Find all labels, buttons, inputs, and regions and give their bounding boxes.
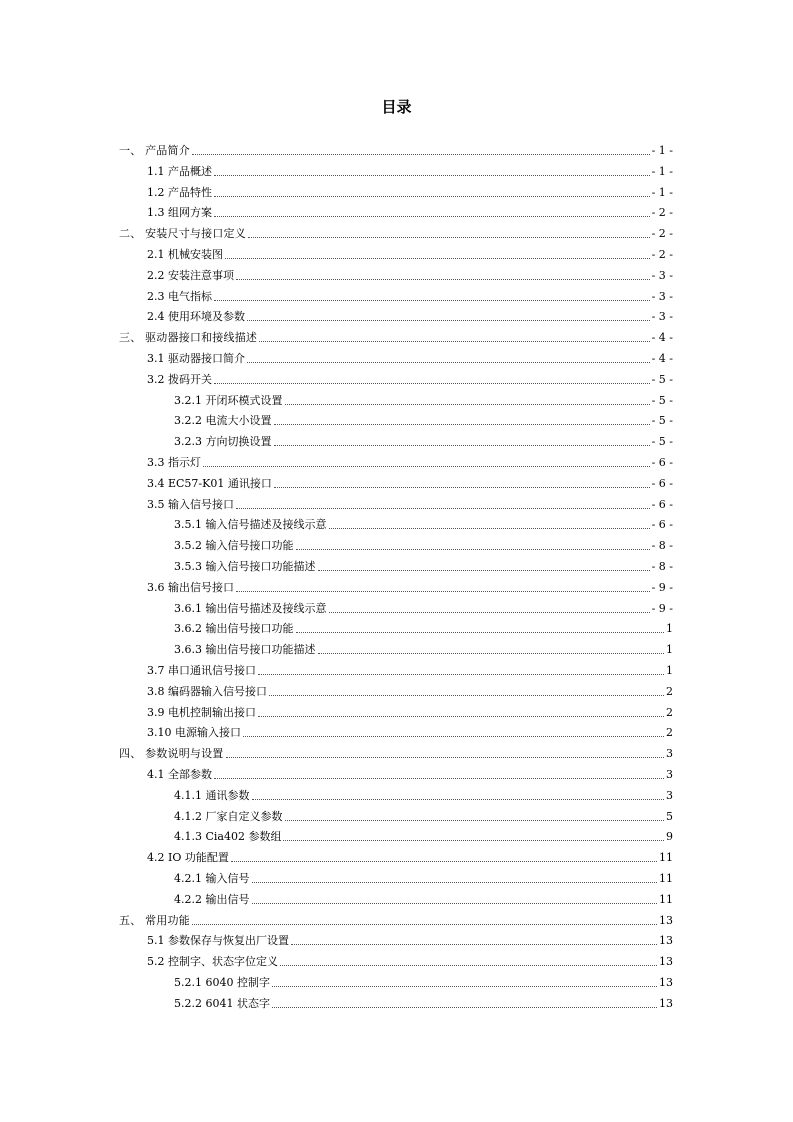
toc-entry-label: 5.1 参数保存与恢复出厂设置: [147, 934, 289, 948]
toc-entry[interactable]: [174, 512, 673, 532]
dot-leader: [274, 444, 650, 446]
dot-leader: [252, 881, 658, 883]
toc-entry-page-number: - 6 -: [651, 476, 673, 490]
toc-entry[interactable]: [174, 783, 673, 803]
dot-leader: [214, 174, 650, 176]
dot-leader: [214, 777, 664, 779]
toc-entry-label: 4.2.1 输入信号: [174, 872, 250, 885]
dot-leader: [318, 652, 665, 654]
dot-leader: [272, 985, 657, 987]
toc-entry[interactable]: [147, 180, 673, 200]
toc-entry-label: 5.2.1 6040 控制字: [174, 976, 270, 989]
toc-entry-label: 3.6.1 输出信号描述及接线示意: [174, 601, 327, 615]
toc-entry-label: 3.3 指示灯: [147, 456, 201, 469]
toc-entry[interactable]: [174, 408, 673, 428]
toc-entry-page-number: - 2 -: [651, 248, 673, 261]
dot-leader: [192, 923, 657, 925]
toc-entry-label: 3.6.2 输出信号接口功能: [174, 622, 294, 636]
toc-entry-label: 4.1.1 通讯参数: [174, 788, 250, 802]
toc-entry-label: 3.1 驱动器接口简介: [147, 352, 245, 365]
toc-entry-page-number: - 9 -: [651, 580, 673, 594]
dot-leader: [285, 403, 650, 405]
dot-leader: [248, 236, 650, 238]
dot-leader: [247, 361, 650, 363]
toc-entry-page-number: 5: [666, 809, 673, 823]
toc-entry[interactable]: [147, 159, 673, 179]
toc-entry[interactable]: [174, 554, 673, 574]
toc-entry-page-number: - 1 -: [651, 185, 673, 199]
toc-entry-label: 5.2.2 6041 状态字: [174, 996, 270, 1010]
toc-entry[interactable]: [119, 741, 673, 761]
toc-entry-page-number: - 6 -: [651, 456, 673, 469]
dot-leader: [252, 902, 658, 904]
toc-entry[interactable]: [174, 824, 673, 844]
toc-title: 目录: [381, 98, 412, 116]
toc-entry[interactable]: [174, 616, 673, 636]
toc-entry-label: 3.5.2 输入信号接口功能: [174, 539, 294, 553]
dot-leader: [258, 673, 664, 675]
toc-entry[interactable]: [147, 242, 673, 262]
toc-entry-label: 2.3 电气指标: [147, 289, 212, 303]
dot-leader: [236, 278, 650, 280]
toc-entry-page-number: - 4 -: [651, 331, 673, 345]
toc-entry[interactable]: [147, 346, 673, 366]
toc-entry-label: 五、 常用功能: [119, 913, 190, 927]
toc-entry-page-number: 3: [666, 768, 673, 781]
toc-entry-page-number: 2: [666, 726, 673, 740]
toc-entry-label: 四、 参数说明与设置: [119, 747, 224, 761]
dot-leader: [231, 860, 657, 862]
toc-entry-page-number: - 1 -: [651, 164, 673, 178]
dot-leader: [296, 631, 665, 633]
toc-entry[interactable]: [174, 887, 673, 907]
toc-entry-label: 3.5 输入信号接口: [147, 497, 234, 511]
dot-leader: [226, 756, 665, 758]
toc-entry[interactable]: [174, 388, 673, 408]
toc-entry[interactable]: [174, 970, 673, 990]
dot-leader: [203, 465, 650, 467]
toc-entry-page-number: - 3 -: [651, 310, 673, 324]
dot-leader: [269, 694, 664, 696]
toc-entry[interactable]: [147, 200, 673, 220]
toc-entry-label: 4.1 全部参数: [147, 768, 212, 781]
dot-leader: [296, 548, 650, 550]
toc-entry[interactable]: [147, 575, 673, 595]
toc-entry-label: 1.2 产品特性: [147, 185, 212, 199]
toc-entry-label: 二、 安装尺寸与接口定义: [119, 227, 246, 241]
toc-entry[interactable]: [174, 429, 673, 449]
dot-leader: [283, 839, 664, 841]
toc-entry-page-number: - 5 -: [651, 414, 673, 428]
toc-entry[interactable]: [147, 492, 673, 512]
toc-entry-page-number: 11: [659, 872, 673, 885]
dot-leader: [214, 195, 650, 197]
dot-leader: [236, 507, 650, 509]
toc-entry-page-number: 1: [666, 664, 673, 677]
toc-entry-label: 2.2 安装注意事项: [147, 268, 234, 282]
dot-leader: [329, 611, 650, 613]
toc-entry-label: 3.5.1 输入信号描述及接线示意: [174, 518, 327, 532]
toc-entry[interactable]: [147, 720, 673, 740]
toc-entry-label: 3.6 输出信号接口: [147, 580, 234, 594]
toc-entry-page-number: 9: [666, 830, 673, 844]
toc-entry-page-number: 2: [666, 705, 673, 719]
toc-entry-label: 3.6.3 输出信号接口功能描述: [174, 643, 316, 657]
dot-leader: [291, 943, 657, 945]
toc-entry-page-number: 1: [666, 643, 673, 657]
toc-entry-page-number: - 5 -: [651, 372, 673, 386]
dot-leader: [252, 798, 665, 800]
toc-entry[interactable]: [119, 138, 673, 158]
toc-entry-page-number: 13: [659, 934, 673, 948]
dot-leader: [280, 964, 657, 966]
dot-leader: [272, 1006, 657, 1008]
toc-entry-page-number: - 9 -: [651, 601, 673, 615]
toc-entry[interactable]: [147, 845, 673, 865]
toc-entry[interactable]: [147, 658, 673, 678]
toc-entry-page-number: - 1 -: [651, 144, 673, 157]
toc-entry-page-number: 3: [666, 788, 673, 802]
toc-entry-label: 3.2 拨码开关: [147, 372, 212, 386]
toc-entry-page-number: - 5 -: [651, 435, 673, 449]
dot-leader: [274, 423, 650, 425]
dot-leader: [274, 486, 650, 488]
dot-leader: [225, 257, 650, 259]
toc-entry-label: 4.1.2 厂家自定义参数: [174, 809, 283, 823]
toc-entry-label: 3.2.3 方向切换设置: [174, 435, 272, 449]
toc-entry-page-number: - 2 -: [651, 206, 673, 220]
toc-entry-page-number: - 6 -: [651, 518, 673, 532]
dot-leader: [192, 153, 650, 155]
toc-entry-page-number: 13: [659, 996, 673, 1010]
toc-entry-label: 1.3 组网方案: [147, 206, 212, 220]
toc-entry-label: 4.2.2 输出信号: [174, 892, 250, 906]
toc-entry-page-number: - 6 -: [651, 497, 673, 511]
toc-entry-label: 3.10 电源输入接口: [147, 726, 241, 740]
toc-entry[interactable]: [147, 928, 673, 948]
toc-entry-page-number: 1: [666, 622, 673, 636]
toc-entry[interactable]: [147, 679, 673, 699]
toc-entry-label: 3.2.1 开闭环模式设置: [174, 393, 283, 407]
toc-entry[interactable]: [119, 221, 673, 241]
dot-leader: [259, 340, 649, 342]
toc-entry[interactable]: [147, 367, 673, 387]
toc-entry-label: 一、 产品简介: [119, 144, 190, 157]
toc-entry-page-number: - 3 -: [651, 289, 673, 303]
toc-entry[interactable]: [147, 284, 673, 304]
toc-entry-page-number: 13: [659, 955, 673, 969]
dot-leader: [285, 819, 665, 821]
toc-entry[interactable]: [174, 596, 673, 616]
toc-entry[interactable]: [174, 804, 673, 824]
toc-entry[interactable]: [147, 762, 673, 782]
dot-leader: [247, 319, 650, 321]
dot-leader: [258, 715, 664, 717]
toc-entry-label: 3.8 编码器输入信号接口: [147, 684, 267, 698]
toc-entry[interactable]: [119, 908, 673, 928]
toc-entry[interactable]: [174, 637, 673, 657]
toc-entry-page-number: 11: [659, 892, 673, 906]
toc-entry-label: 3.2.2 电流大小设置: [174, 414, 272, 428]
dot-leader: [318, 569, 650, 571]
toc-entry-label: 4.2 IO 功能配置: [147, 851, 229, 865]
toc-entry[interactable]: [147, 949, 673, 969]
toc-entry[interactable]: [147, 471, 673, 491]
toc-entry[interactable]: [147, 450, 673, 470]
toc-entry[interactable]: [174, 991, 673, 1011]
toc-entry[interactable]: [147, 700, 673, 720]
toc-entry-page-number: 11: [659, 851, 673, 865]
toc-entry-page-number: 13: [659, 976, 673, 989]
toc-entry[interactable]: [147, 263, 673, 283]
toc-entry-page-number: - 2 -: [651, 227, 673, 241]
toc-entry-label: 4.1.3 Cia402 参数组: [174, 830, 282, 844]
dot-leader: [214, 382, 650, 384]
toc-entry-page-number: - 8 -: [651, 560, 673, 573]
toc-entry-label: 3.9 电机控制输出接口: [147, 705, 256, 719]
toc-entry[interactable]: [174, 866, 673, 886]
toc-entry-label: 1.1 产品概述: [147, 164, 212, 178]
toc-entry-label: 3.5.3 输入信号接口功能描述: [174, 560, 316, 573]
toc-entry-label: 5.2 控制字、状态字位定义: [147, 955, 278, 969]
dot-leader: [329, 527, 650, 529]
dot-leader: [236, 590, 650, 592]
dot-leader: [243, 735, 664, 737]
toc-entry-label: 2.1 机械安装图: [147, 248, 223, 261]
toc-entry-label: 3.4 EC57-K01 通讯接口: [147, 476, 272, 490]
toc-entry[interactable]: [174, 533, 673, 553]
toc-entry-label: 2.4 使用环境及参数: [147, 310, 245, 324]
toc-entry-page-number: - 5 -: [651, 393, 673, 407]
toc-entry[interactable]: [147, 304, 673, 324]
toc-entry-label: 3.7 串口通讯信号接口: [147, 664, 256, 677]
toc-entry-page-number: - 3 -: [651, 268, 673, 282]
dot-leader: [214, 215, 650, 217]
toc-entry-label: 三、 驱动器接口和接线描述: [119, 331, 258, 345]
toc-entry-page-number: - 4 -: [651, 352, 673, 365]
toc-entry-page-number: - 8 -: [651, 539, 673, 553]
toc-entry[interactable]: [119, 325, 673, 345]
dot-leader: [214, 299, 650, 301]
toc-entry-page-number: 2: [666, 684, 673, 698]
toc-entry-page-number: 3: [666, 747, 673, 761]
toc-entry-page-number: 13: [659, 913, 673, 927]
